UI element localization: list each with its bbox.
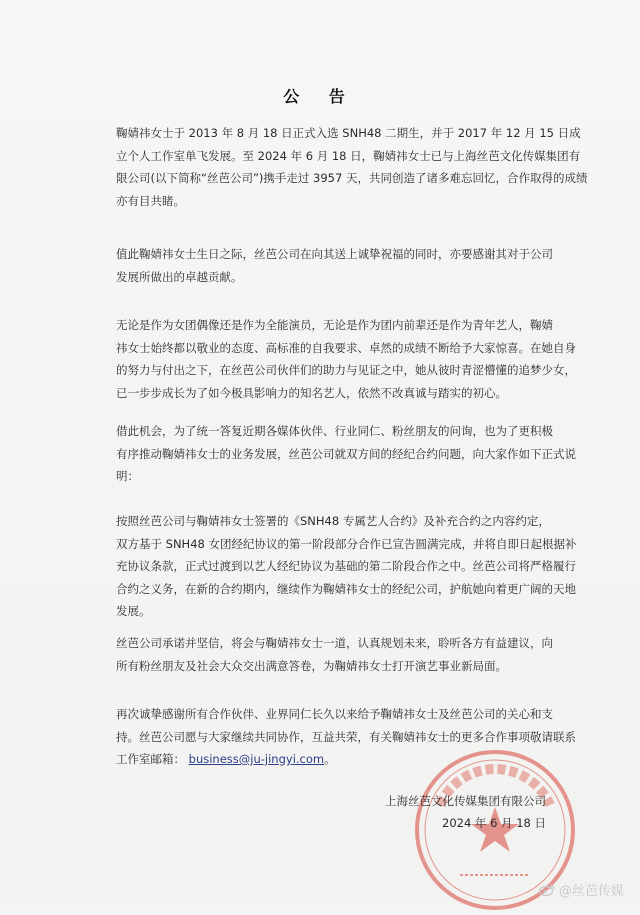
- paragraph-line: 无论是作为女团偶像还是作为全能演员，无论是作为团内前辈还是作为青年艺人，鞠婧: [116, 318, 553, 332]
- paragraph-line: 亦有目共睹。: [116, 193, 185, 208]
- paragraph-line: 丝芭公司承诺并坚信，将会与鞠婧祎女士一道，认真规划未来，聆听各方有益建议，向: [116, 636, 553, 650]
- email-label: 工作室邮箱：: [116, 752, 185, 766]
- watermark-text: @丝芭传媒: [558, 884, 624, 899]
- paragraph-line: 已一步步成长为了如今极具影响力的知名艺人，依然不改真诚与踏实的初心。: [116, 385, 507, 400]
- paragraph-line: 限公司(以下简称“丝芭公司”)携手走过 3957 天，共同创造了诸多难忘回忆，合作取得的成绩: [116, 171, 588, 185]
- paragraph-line: 按照丝芭公司与鞠婧祎女士签署的《SNH48 专属艺人合约》及补充合约之内容约定，: [116, 514, 550, 528]
- contact-email-link[interactable]: business@ju-jingyi.com: [188, 752, 325, 766]
- paragraph-4: [116, 420, 576, 488]
- signer-company: 上海丝芭文化传媒集团有限公司: [385, 794, 546, 808]
- paragraph-line: 充协议条款，正式过渡到以艺人经纪协议为基础的第二阶段合作之中。丝芭公司将严格履行: [116, 559, 576, 573]
- signature-date: 2024 年 6 月 18 日: [442, 816, 546, 830]
- signature-block: [385, 790, 546, 834]
- paragraph-line: 所有粉丝朋友及社会大众交出满意答卷，为鞠婧祎女士打开演艺事业新局面。: [116, 658, 507, 673]
- paragraph-line: 再次诚挚感谢所有合作伙伴、业界同仁长久以来给予鞠婧祎女士及丝芭公司的关心和支: [116, 707, 553, 721]
- paragraph-line: 合约之义务，在新的合约期内，继续作为鞠婧祎女士的经纪公司，护航她向着更广阔的天地: [116, 581, 576, 596]
- paragraph-line: 立个人工作室单飞发展。至 2024 年 6 月 18 日，鞠婧祎女士已与上海丝芭文化传媒集团有: [116, 148, 581, 163]
- document-title: 公 告: [283, 87, 357, 106]
- paragraph-1: [116, 122, 588, 212]
- paragraph-5: [116, 510, 577, 623]
- weibo-watermark: [539, 880, 624, 899]
- paragraph-line: 祎女士始终都以敬业的态度、高标准的自我要求、卓然的成绩不断给予大家惊喜。在她自身: [116, 340, 576, 355]
- paragraph-line: 值此鞠婧祎女士生日之际，丝芭公司在向其送上诚挚祝福的同时，亦要感谢其对于公司: [116, 247, 553, 261]
- email-suffix: 。: [324, 752, 336, 766]
- paragraph-line: 双方基于 SNH48 女团经纪协议的第一阶段部分合作已宣告圆满完成，并将自即日起根据补: [116, 536, 577, 551]
- paragraph-line: 的努力与付出之下，在丝芭公司伙伴们的助力与见证之中，她从彼时青涩懵懂的追梦少女，: [116, 363, 576, 377]
- paragraph-6: [116, 632, 556, 677]
- paragraph-line: 发展所做出的卓越贡献。: [116, 269, 243, 284]
- paragraph-line: 借此机会，为了统一答复近期各媒体伙伴、行业同仁、粉丝朋友的问询，也为了更积极: [116, 424, 553, 438]
- weibo-icon: [539, 883, 555, 897]
- paragraph-3: [116, 314, 576, 404]
- paragraph-line: 持。丝芭公司愿与大家继续共同协作，互益共荣，有关鞠婧祎女士的更多合作事项敬请联系: [116, 729, 576, 744]
- paragraph-line: 明：: [116, 469, 139, 483]
- paragraph-line: 有序推动鞠婧祎女士的业务发展，丝芭公司就双方间的经纪合约问题，向大家作如下正式说: [116, 446, 576, 461]
- paragraph-line: 发展。: [116, 604, 151, 618]
- paragraph-line: 鞠婧祎女士于 2013 年 8 月 18 日正式入选 SNH48 二期生，并于 2017 年 12 月 15 日成: [116, 126, 581, 140]
- paragraph-2: [116, 243, 556, 288]
